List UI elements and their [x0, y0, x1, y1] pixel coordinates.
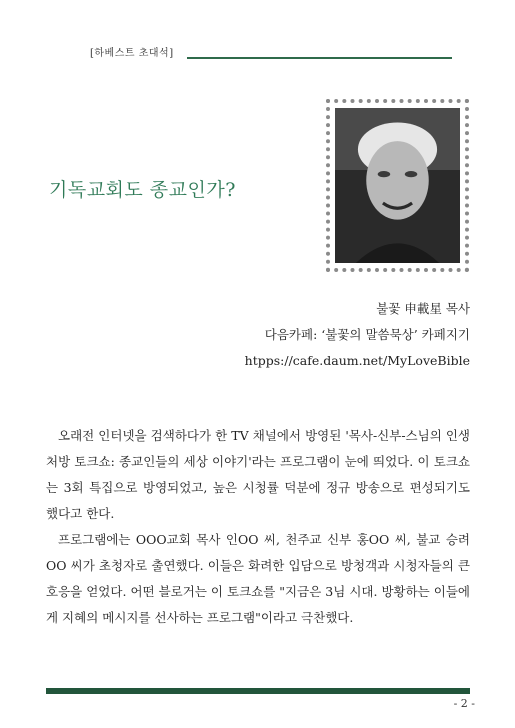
author-cafe: 다음카페: ‘불꽃의 말씀묵상’ 카페지기 [264, 327, 470, 342]
author-photo-frame [326, 99, 469, 272]
body-paragraph-1: 오래전 인터넷을 검색하다가 한 TV 채널에서 방영된 '목사-신부-스님의 인생 처방 토크쇼: 종교인들의 세상 이야기'라는 프로그램이 눈에 띄었다. 이 토크쇼는 3회 특집으로 방영되었고, 높은 시청률 덕분에 정규 방송으로 편성되기도 했다고 한다. [46, 428, 470, 521]
author-name: 불꽃 申載星 목사 [376, 301, 470, 316]
author-url: htpps://cafe.daum.net/MyLoveBible [244, 353, 470, 368]
article-title: 기독교회도 종교인가? [49, 179, 236, 201]
author-photo [335, 108, 460, 263]
author-block [245, 296, 470, 374]
body-text [46, 423, 470, 631]
body-paragraph-2: 프로그램에는 OOO교회 목사 인OO 씨, 천주교 신부 홍OO 씨, 불교 승려 OO 씨가 초청자로 출연했다. 이들은 화려한 입담으로 방청객과 시청자들의 큰 호응을 얻었다. 어떤 블로거는 이 토크쇼를 "지금은 3님 시대. 방황하는 이들에게 지혜의 메시지를 선사하는 프로그램"이라고 극찬했다. [46, 532, 470, 625]
header-rule [187, 57, 452, 59]
page-number: - 2 - [453, 697, 475, 710]
footer-rule [46, 688, 470, 694]
header-label: [하베스트 초대석] [90, 48, 174, 59]
portrait-image [335, 108, 460, 263]
